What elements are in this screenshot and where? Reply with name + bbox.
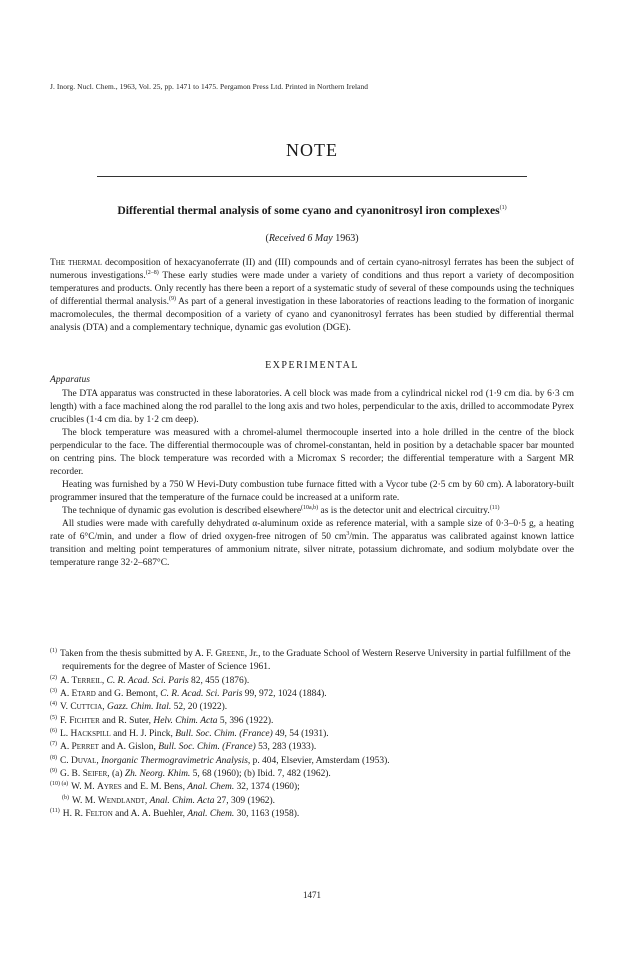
reference-item	[50, 675, 574, 688]
reference-author: Seifer	[82, 769, 108, 780]
reference-text-a: H. R.	[62, 809, 86, 820]
reference-item	[50, 781, 574, 794]
reference-text-b: ,	[144, 795, 150, 806]
intro-text-2: These early studies were made under a variety of conditions and thus report a variety of decomposition temperatures and products. Only recently has there been a report of a systematic study of several of these compounds using the techniques of differential thermal analysis.	[50, 271, 574, 307]
reference-author: Etard	[71, 689, 96, 700]
reference-journal: Bull. Soc. Chim. (France)	[175, 729, 273, 740]
para5-sup: 3	[346, 530, 350, 537]
reference-text-c: 52, 20 (1922).	[171, 702, 228, 713]
received-open: (	[265, 233, 269, 244]
reference-item	[50, 741, 574, 754]
running-head: J. Inorg. Nucl. Chem., 1963, Vol. 25, pp. 1471 to 1475. Pergamon Press Ltd. Printed in Northern Ireland	[50, 82, 369, 91]
paragraph-heating: Heating was furnished by a 750 W Hevi-Duty combustion tube furnace fitted with a Vycor tube (2·5 cm by 60 cm). A laboratory-built programmer insured that the temperature of the furnace could be increased at a uniform rate.	[50, 480, 574, 503]
reference-number: (1)	[50, 647, 57, 654]
reference-journal: Inorganic Thermogravimetric Analysis	[101, 755, 248, 766]
intro-text-3: As part of a general investigation in these laboratories of reactions leading to the formation of inorganic macromolecules, the thermal decomposition of a variety of cyano and cyanonitrosyl ferrates has been studied by differential thermal analysis (DTA) and a complementary technique, dynamic gas evolution (DGE).	[50, 297, 574, 333]
reference-item	[50, 728, 574, 741]
reference-item	[50, 768, 574, 781]
reference-author: Hackspill	[70, 729, 111, 740]
para4-text-1: The technique of dynamic gas evolution is described elsewhere	[62, 506, 302, 516]
reference-journal: Helv. Chim. Acta	[153, 715, 218, 726]
reference-author: Duval	[71, 755, 97, 766]
reference-item	[50, 648, 574, 675]
reference-text-b: and H. J. Pinck,	[110, 729, 176, 740]
intro-ref-1: (2–8)	[145, 269, 159, 276]
reference-number: (11)	[50, 807, 60, 814]
reference-journal: Bull. Soc. Chim. (France)	[158, 742, 256, 753]
para5-text-1: All studies were made with carefully dehydrated α-aluminum oxide as reference material, with a sample size of 0·3–0·5 g, a heating rate of 6°C/min, and under a flow of dried oxygen-free nitrogen of 50 cm	[50, 519, 574, 542]
reference-author: Perret	[71, 742, 99, 753]
title-footnote-ref: (1)	[499, 205, 507, 212]
experimental-body	[50, 388, 574, 570]
reference-number: (2)	[50, 674, 57, 681]
reference-text-b: , Jr., to the Graduate School of Western Reserve University in partial fulfillment of the requirements for the degree of Master of Science 1961.	[62, 649, 571, 673]
para4-text-2: as is the detector unit and electrical circuitry.	[318, 506, 490, 516]
reference-item	[50, 808, 574, 821]
page-number: 1471	[303, 890, 321, 900]
reference-number: (8)	[50, 754, 57, 761]
reference-text-b: and G. Bemont,	[95, 689, 161, 700]
reference-text-c: 99, 972, 1024 (1884).	[242, 689, 327, 700]
reference-journal: Zh. Neorg. Khim.	[124, 769, 191, 780]
reference-number: (5)	[50, 714, 57, 721]
received-label: Received	[268, 233, 305, 244]
reference-text-a: G. B.	[60, 769, 83, 780]
reference-author: Greene	[215, 649, 245, 659]
reference-author: Felton	[85, 809, 113, 820]
reference-number: (9)	[50, 767, 57, 774]
article-title	[0, 204, 624, 217]
article-title-text: Differential thermal analysis of some cyano and cyanonitrosyl iron complexes	[117, 204, 500, 217]
reference-text-b: ,	[96, 755, 102, 766]
intro-ref-2: (9)	[169, 295, 177, 302]
reference-text-c: 53, 283 (1933).	[255, 742, 317, 753]
references-list	[50, 648, 574, 821]
heading-rule	[97, 176, 527, 177]
received-year: 1963)	[335, 233, 359, 244]
reference-item	[50, 715, 574, 728]
reference-number: (7)	[50, 741, 57, 748]
paragraph-dge	[50, 505, 574, 518]
reference-number: (6)	[50, 727, 57, 734]
reference-journal: Anal. Chem.	[187, 809, 235, 820]
reference-item	[50, 755, 574, 768]
reference-text-b: and R. Suter,	[99, 715, 154, 726]
reference-number: (4)	[50, 701, 57, 708]
reference-text-c: 49, 54 (1931).	[272, 729, 329, 740]
reference-journal: Anal. Chem.	[187, 782, 235, 793]
reference-text-c: 5, 396 (1922).	[217, 715, 274, 726]
intro-lead-caps: The thermal	[50, 258, 102, 268]
reference-text-a: V.	[60, 702, 71, 713]
reference-item	[50, 701, 574, 714]
received-date: 6 May	[307, 233, 333, 244]
reference-text-a: A.	[60, 675, 72, 686]
reference-item	[50, 795, 574, 808]
reference-text-a: F.	[60, 715, 70, 726]
reference-text-c: , p. 404, Elsevier, Amsterdam (1953).	[247, 755, 390, 766]
reference-text-a: C.	[60, 755, 72, 766]
reference-journal: Anal. Chim. Acta	[149, 795, 215, 806]
reference-text-c: 27, 309 (1962).	[214, 795, 276, 806]
received-line	[0, 233, 624, 244]
reference-number: (10) (a)	[50, 781, 69, 788]
para5-text-2: /min. The apparatus was calibrated against known lattice transition and melting point temperatures of ammonium nitrate, silver nitrate, potassium dichromate, and sodium molybdate over the temperature range 32·2–687°C.	[50, 532, 574, 568]
reference-text-b: and A. Gislon,	[98, 742, 159, 753]
subsection-heading: Apparatus	[50, 374, 90, 385]
reference-author: Ayres	[97, 782, 122, 793]
reference-author: Cuttcia	[70, 702, 103, 713]
reference-author: Fichter	[69, 715, 100, 726]
paragraph-thermocouple: The block temperature was measured with a chromel-alumel thermocouple inserted into a hole drilled in the centre of the block perpendicular to the face. The differential thermocouple was of chromel-constantan, held in position by a detachable spacer bar mounted on centring pins. The block temperature was recorded with a Micromax S recorder; the differential temperature with a Sargent MR recorder.	[50, 428, 574, 477]
reference-number: (b)	[62, 794, 69, 801]
intro-paragraph	[50, 257, 574, 335]
reference-text-c: 82, 455 (1876).	[188, 675, 250, 686]
reference-text-a: A.	[60, 689, 72, 700]
reference-text-a: W. M.	[72, 795, 98, 806]
reference-text-b: and E. M. Bens,	[121, 782, 188, 793]
reference-author: Terreil	[71, 675, 102, 686]
reference-text-a: Taken from the thesis submitted by A. F.	[60, 649, 216, 659]
reference-text-c: 30, 1163 (1958).	[234, 809, 300, 820]
reference-text-c: 5, 68 (1960); (b) Ibid. 7, 482 (1962).	[190, 769, 331, 780]
reference-text-a: W. M.	[71, 782, 98, 793]
reference-journal: Gazz. Chim. Ital.	[107, 702, 172, 713]
reference-text-a: L.	[60, 729, 71, 740]
reference-author: Wendlandt	[97, 795, 145, 806]
reference-text-b: and A. A. Buehler,	[112, 809, 188, 820]
reference-item	[50, 688, 574, 701]
reference-journal: C. R. Acad. Sci. Paris	[106, 675, 189, 686]
para4-ref-1: (10a,b)	[301, 504, 319, 511]
paragraph-apparatus: The DTA apparatus was constructed in these laboratories. A cell block was made from a cylindrical nickel rod (1·9 cm dia. by 6·3 cm length) with a face machined along the rod parallel to the long axis and two holes, perpendicular to the axis, drilled to accommodate Pyrex crucibles (1·4 cm dia. by 1·2 cm deep).	[50, 389, 574, 425]
note-heading: NOTE	[286, 140, 338, 160]
section-heading: EXPERIMENTAL	[265, 360, 359, 371]
reference-text-b: , (a)	[107, 769, 125, 780]
para4-ref-2: (11)	[489, 504, 500, 511]
intro-text-1: decomposition of hexacyanoferrate (II) and (III) compounds and of certain cyano-nitrosyl ferrates has been the subject of numerous investigations.	[50, 258, 574, 281]
reference-text-b: ,	[102, 702, 108, 713]
reference-text-b: ,	[101, 675, 107, 686]
reference-text-a: A.	[60, 742, 72, 753]
paragraph-conditions	[50, 518, 574, 570]
reference-number: (3)	[50, 687, 57, 694]
reference-journal: C. R. Acad. Sci. Paris	[160, 689, 243, 700]
reference-text-c: 32, 1374 (1960);	[234, 782, 300, 793]
